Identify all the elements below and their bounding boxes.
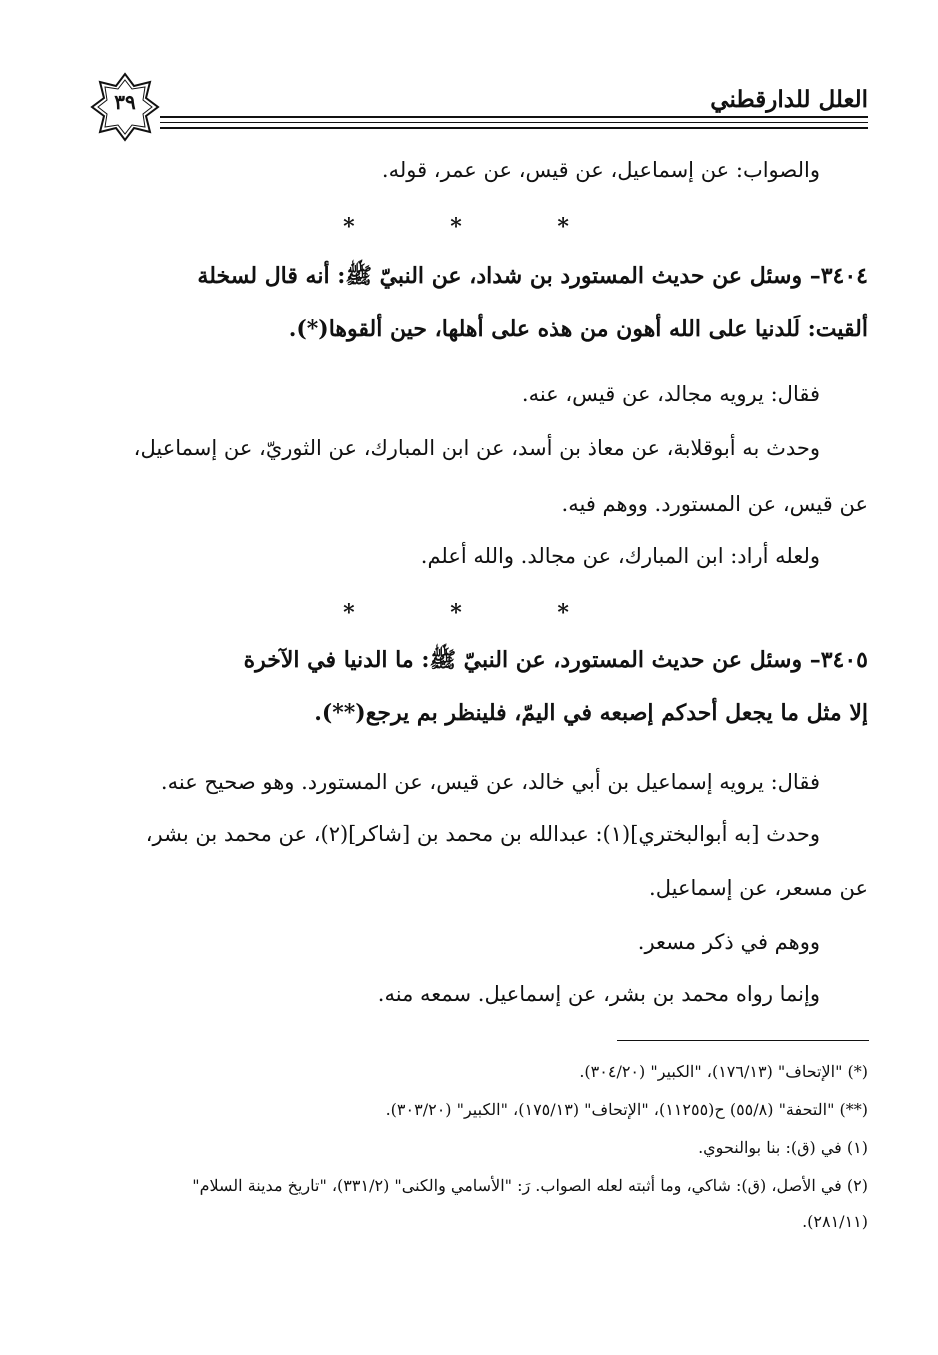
question-3405: ٣٤٠٥– وسئل عن حديث المستورد، عن النبيّ ﷺ: ما الدنيا في الآخرة <box>243 647 868 673</box>
footnote-cont: (٢٨١/١١). <box>802 1212 868 1231</box>
text-line: ووهم في ذكر مسعر. <box>637 930 820 954</box>
question-3404: ٣٤٠٤– وسئل عن حديث المستورد بن شداد، عن النبيّ ﷺ: أنه قال لسخلة <box>197 263 868 289</box>
section-separator: * * * <box>343 600 613 626</box>
text-line: فقال: يرويه إسماعيل بن أبي خالد، عن قيس، عن المستورد. وهو صحيح عنه. <box>160 770 820 794</box>
section-separator: * * * <box>343 214 613 240</box>
question-3405-cont: إلا مثل ما يجعل أحدكم إصبعه في اليمّ، فلينظر بم يرجع(**). <box>314 700 868 726</box>
text-line: وحدث به أبوقلابة، عن معاذ بن أسد، عن ابن المبارك، عن الثوريّ، عن إسماعيل، <box>133 436 820 460</box>
footnote: (**) "التحفة" (٥٥/٨) ح(١١٢٥٥)، "الإتحاف" (١٧٥/١٣)، "الكبير" (٣٠٣/٢٠). <box>385 1100 868 1119</box>
text-line: عن مسعر، عن إسماعيل. <box>649 876 868 900</box>
page-number: ٣٩ <box>114 90 136 114</box>
footnotes <box>88 0 868 1355</box>
question-3404-cont: ألقيت: لَلدنيا على الله أهون من هذه على أهلها، حين ألقوها(*). <box>288 316 868 342</box>
text-line: ولعله أراد: ابن المبارك، عن مجالد. والله أعلم. <box>420 544 820 568</box>
text-line: عن قيس، عن المستورد. ووهم فيه. <box>561 492 868 516</box>
text-line: فقال: يرويه مجالد، عن قيس، عنه. <box>521 382 820 406</box>
text-line: وحدث [به أبوالبختري](١): عبدالله بن محمد بن [شاكر](٢)، عن محمد بن بشر، <box>145 822 820 846</box>
footnote: (*) "الإتحاف" (١٧٦/١٣)، "الكبير" (٣٠٤/٢٠). <box>579 1062 868 1081</box>
text-line: والصواب: عن إسماعيل، عن قيس، عن عمر، قوله. <box>381 158 820 182</box>
text-line: وإنما رواه محمد بن بشر، عن إسماعيل. سمعه منه. <box>377 982 820 1006</box>
book-title: العلل للدارقطني <box>710 86 868 113</box>
footnote: (٢) في الأصل، (ق): شاكي، وما أثبته لعله الصواب. رَ: "الأسامي والكنى" (٣٣١/٢)، "تاريخ مدينة السلام" <box>192 1176 868 1195</box>
footnote: (١) في (ق): بنا بوالنحوي. <box>698 1138 868 1157</box>
